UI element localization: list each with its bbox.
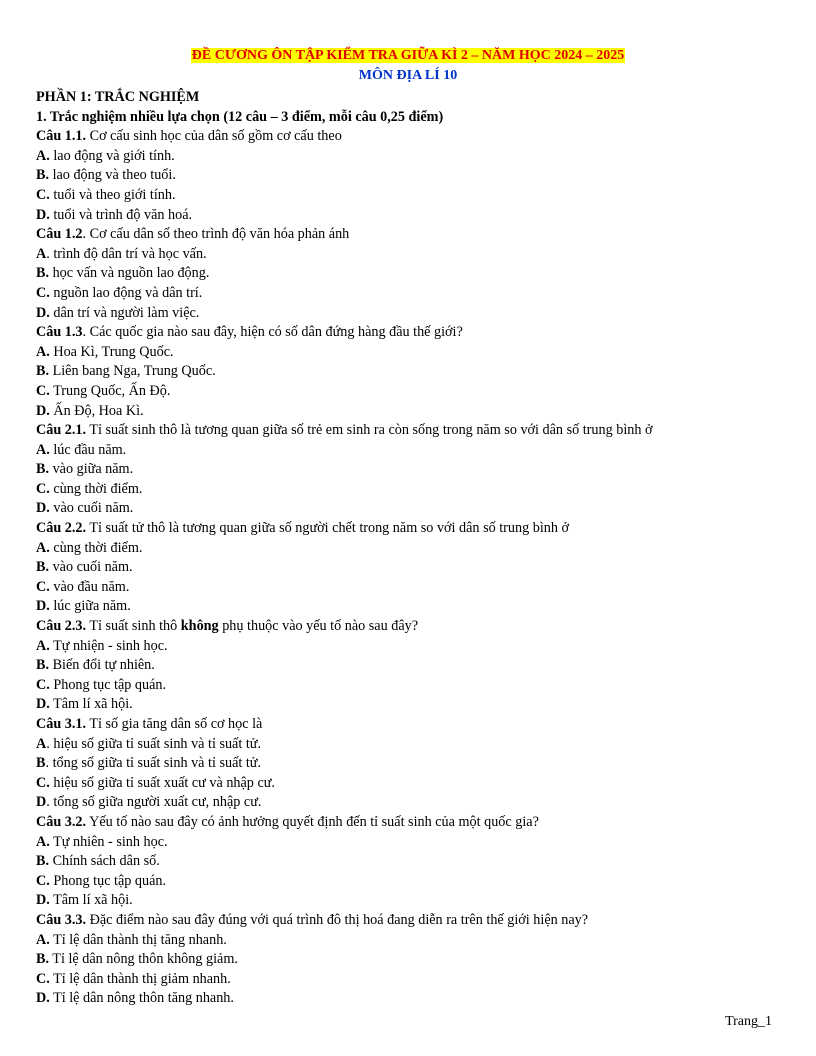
question-stem [36,421,780,441]
option-text: vào đầu năm. [49,578,130,595]
option-text: lúc đầu năm. [49,441,127,458]
option-key: C. [36,578,50,595]
question-label: Câu 1.2 [36,226,83,243]
answer-option [36,304,780,324]
option-key: D. [36,990,50,1007]
option-text: Liên bang Nga, Trung Quốc. [49,363,216,380]
question-label: Câu 2.3. [36,618,87,635]
option-key: A. [36,147,50,164]
document-header [36,46,780,86]
question-stem [36,715,780,735]
question-text-rest: phụ thuộc vào yếu tố nào sau đây? [218,618,419,635]
answer-option [36,774,780,794]
option-text: Tỉ lệ dân nông thôn tăng nhanh. [49,990,234,1007]
option-text: Phong tục tập quán. [49,872,167,889]
option-key: C. [36,970,50,987]
document-page [36,46,780,1009]
question-text: . Cơ cấu dân số theo trình độ văn hóa phản ánh [82,226,350,243]
option-text: Tự nhiên - sinh học. [49,833,168,850]
question-label: Câu 1.1. [36,128,87,145]
option-text: học vấn và nguồn lao động. [49,265,210,282]
option-key: D. [36,892,50,909]
answer-option [36,989,780,1009]
answer-option [36,754,780,774]
option-key: B. [36,559,50,576]
question-label: Câu 3.3. [36,911,87,928]
option-text: cùng thời điểm. [49,539,143,556]
option-key: C. [36,284,50,301]
option-key: A [36,735,47,752]
answer-option [36,362,780,382]
option-key: C. [36,676,50,693]
option-key: D. [36,402,50,419]
answer-option [36,441,780,461]
option-key: A [36,245,47,262]
answer-option [36,931,780,951]
option-key: C. [36,480,50,497]
option-text: Tâm lí xã hội. [49,892,133,909]
answer-option [36,186,780,206]
option-text: Ấn Độ, Hoa Kì. [49,402,144,419]
option-text: Tỉ lệ dân nông thôn không giảm. [49,951,238,968]
answer-option [36,460,780,480]
option-key: A. [36,343,50,360]
answer-option [36,382,780,402]
option-key: A. [36,931,50,948]
answer-option [36,264,780,284]
option-text: Trung Quốc, Ấn Độ. [49,382,171,399]
document-subtitle: MÔN ĐỊA LÍ 10 [358,68,458,83]
option-key: C. [36,186,50,203]
answer-option [36,343,780,363]
question-stem [36,225,780,245]
question-text: . Các quốc gia nào sau đây, hiện có số dân đứng hàng đầu thế giới? [82,324,463,341]
option-key: D. [36,206,50,223]
answer-option [36,578,780,598]
option-key: A. [36,833,50,850]
answer-option [36,793,780,813]
subsection-heading: 1. Trắc nghiệm nhiều lựa chọn (12 câu – 3 điểm, mỗi câu 0,25 điểm) [36,108,444,125]
option-key: B. [36,951,50,968]
option-text: vào cuối năm. [49,500,134,517]
option-text: Tỉ lệ dân thành thị tăng nhanh. [49,931,227,948]
question-text: Tỉ suất sinh thô [86,618,181,635]
answer-option [36,852,780,872]
option-text: . tổng số giữa tỉ suất sinh và tỉ suất tử. [45,755,262,772]
option-key: B. [36,265,50,282]
option-text: Tự nhiện - sinh học. [49,637,168,654]
answer-option [36,872,780,892]
question-stem [36,323,780,343]
answer-option [36,637,780,657]
option-text: hiệu số giữa tỉ suất xuất cư và nhập cư. [49,774,275,791]
question-stem [36,127,780,147]
question-text-emphasis: không [180,618,219,635]
question-label: Câu 3.2. [36,813,87,830]
option-key: A. [36,441,50,458]
option-text: lúc giữa năm. [49,598,131,615]
answer-option [36,970,780,990]
question-text: Tỉ suất sinh thô là tương quan giữa số trẻ em sinh ra còn sống trong năm so với dân số trung bình ở [86,422,653,439]
answer-option [36,558,780,578]
question-stem [36,617,780,637]
question-text: Tỉ suất tử thô là tương quan giữa số người chết trong năm so với dân số trung bình ở [86,520,569,537]
option-key: D [36,794,47,811]
option-key: C. [36,774,50,791]
option-text: Biến đổi tự nhiên. [49,657,155,674]
answer-option [36,735,780,755]
question-list [36,127,780,1009]
answer-option [36,539,780,559]
option-key: D. [36,304,50,321]
question-label: Câu 2.2. [36,520,87,537]
option-key: D. [36,696,50,713]
option-text: . trình độ dân trí và học vấn. [46,245,207,262]
question-text: Đặc điểm nào sau đây đúng với quá trình đô thị hoá đang diễn ra trên thế giới hiện nay? [86,911,589,928]
option-key: B [36,755,46,772]
option-text: Chính sách dân số. [49,853,160,870]
question-text: Cơ cấu sinh học của dân số gồm cơ cấu theo [86,128,342,145]
option-key: C. [36,382,50,399]
question-stem [36,911,780,931]
option-text: Hoa Kì, Trung Quốc. [49,343,174,360]
section-heading: PHẦN 1: TRẮC NGHIỆM [36,89,200,105]
answer-option [36,695,780,715]
option-text: tuổi và trình độ văn hoá. [49,206,193,223]
answer-option [36,597,780,617]
option-text: Tỉ lệ dân thành thị giảm nhanh. [49,970,231,987]
question-label: Câu 3.1. [36,716,87,732]
option-text: . tổng số giữa người xuất cư, nhập cư. [46,794,262,811]
option-text: Tâm lí xã hội. [49,696,133,713]
document-title: ĐỀ CƯƠNG ÔN TẬP KIỂM TRA GIỮA KÌ 2 – NĂM HỌC 2024 – 2025 [191,48,625,63]
answer-option [36,284,780,304]
option-key: D. [36,500,50,517]
option-key: B. [36,363,50,380]
answer-option [36,166,780,186]
option-text: tuổi và theo giới tính. [49,186,176,203]
answer-option [36,206,780,226]
option-key: D. [36,598,50,615]
question-label: Câu 1.3 [36,324,83,341]
option-text: nguồn lao động và dân trí. [49,284,203,301]
option-key: A. [36,539,50,556]
option-key: B. [36,657,50,674]
option-key: B. [36,167,50,184]
question-label: Câu 2.1. [36,422,87,439]
question-text: Yếu tố nào sau đây có ảnh hưởng quyết định đến tỉ suất sinh của một quốc gia? [86,813,539,830]
answer-option [36,480,780,500]
answer-option [36,245,780,265]
page-number: Trang_1 [725,1014,772,1029]
answer-option [36,656,780,676]
answer-option [36,402,780,422]
option-text: dân trí và người làm việc. [49,304,200,321]
option-text: . hiệu số giữa tỉ suất sinh và tỉ suất tử. [46,735,262,752]
option-key: A. [36,637,50,654]
answer-option [36,891,780,911]
answer-option [36,499,780,519]
option-text: Phong tục tập quán. [49,676,167,693]
option-text: cùng thời điểm. [49,480,143,497]
answer-option [36,147,780,167]
answer-option [36,950,780,970]
question-stem [36,813,780,833]
option-key: B. [36,461,50,478]
option-text: lao động và giới tính. [49,147,175,164]
question-text: Tỉ số gia tăng dân số cơ học là [86,716,263,732]
option-text: vào giữa năm. [49,461,134,478]
answer-option [36,833,780,853]
option-text: vào cuối năm. [49,559,133,576]
option-key: C. [36,872,50,889]
option-text: lao động và theo tuổi. [49,167,176,184]
option-key: B. [36,853,50,870]
question-stem [36,519,780,539]
answer-option [36,676,780,696]
